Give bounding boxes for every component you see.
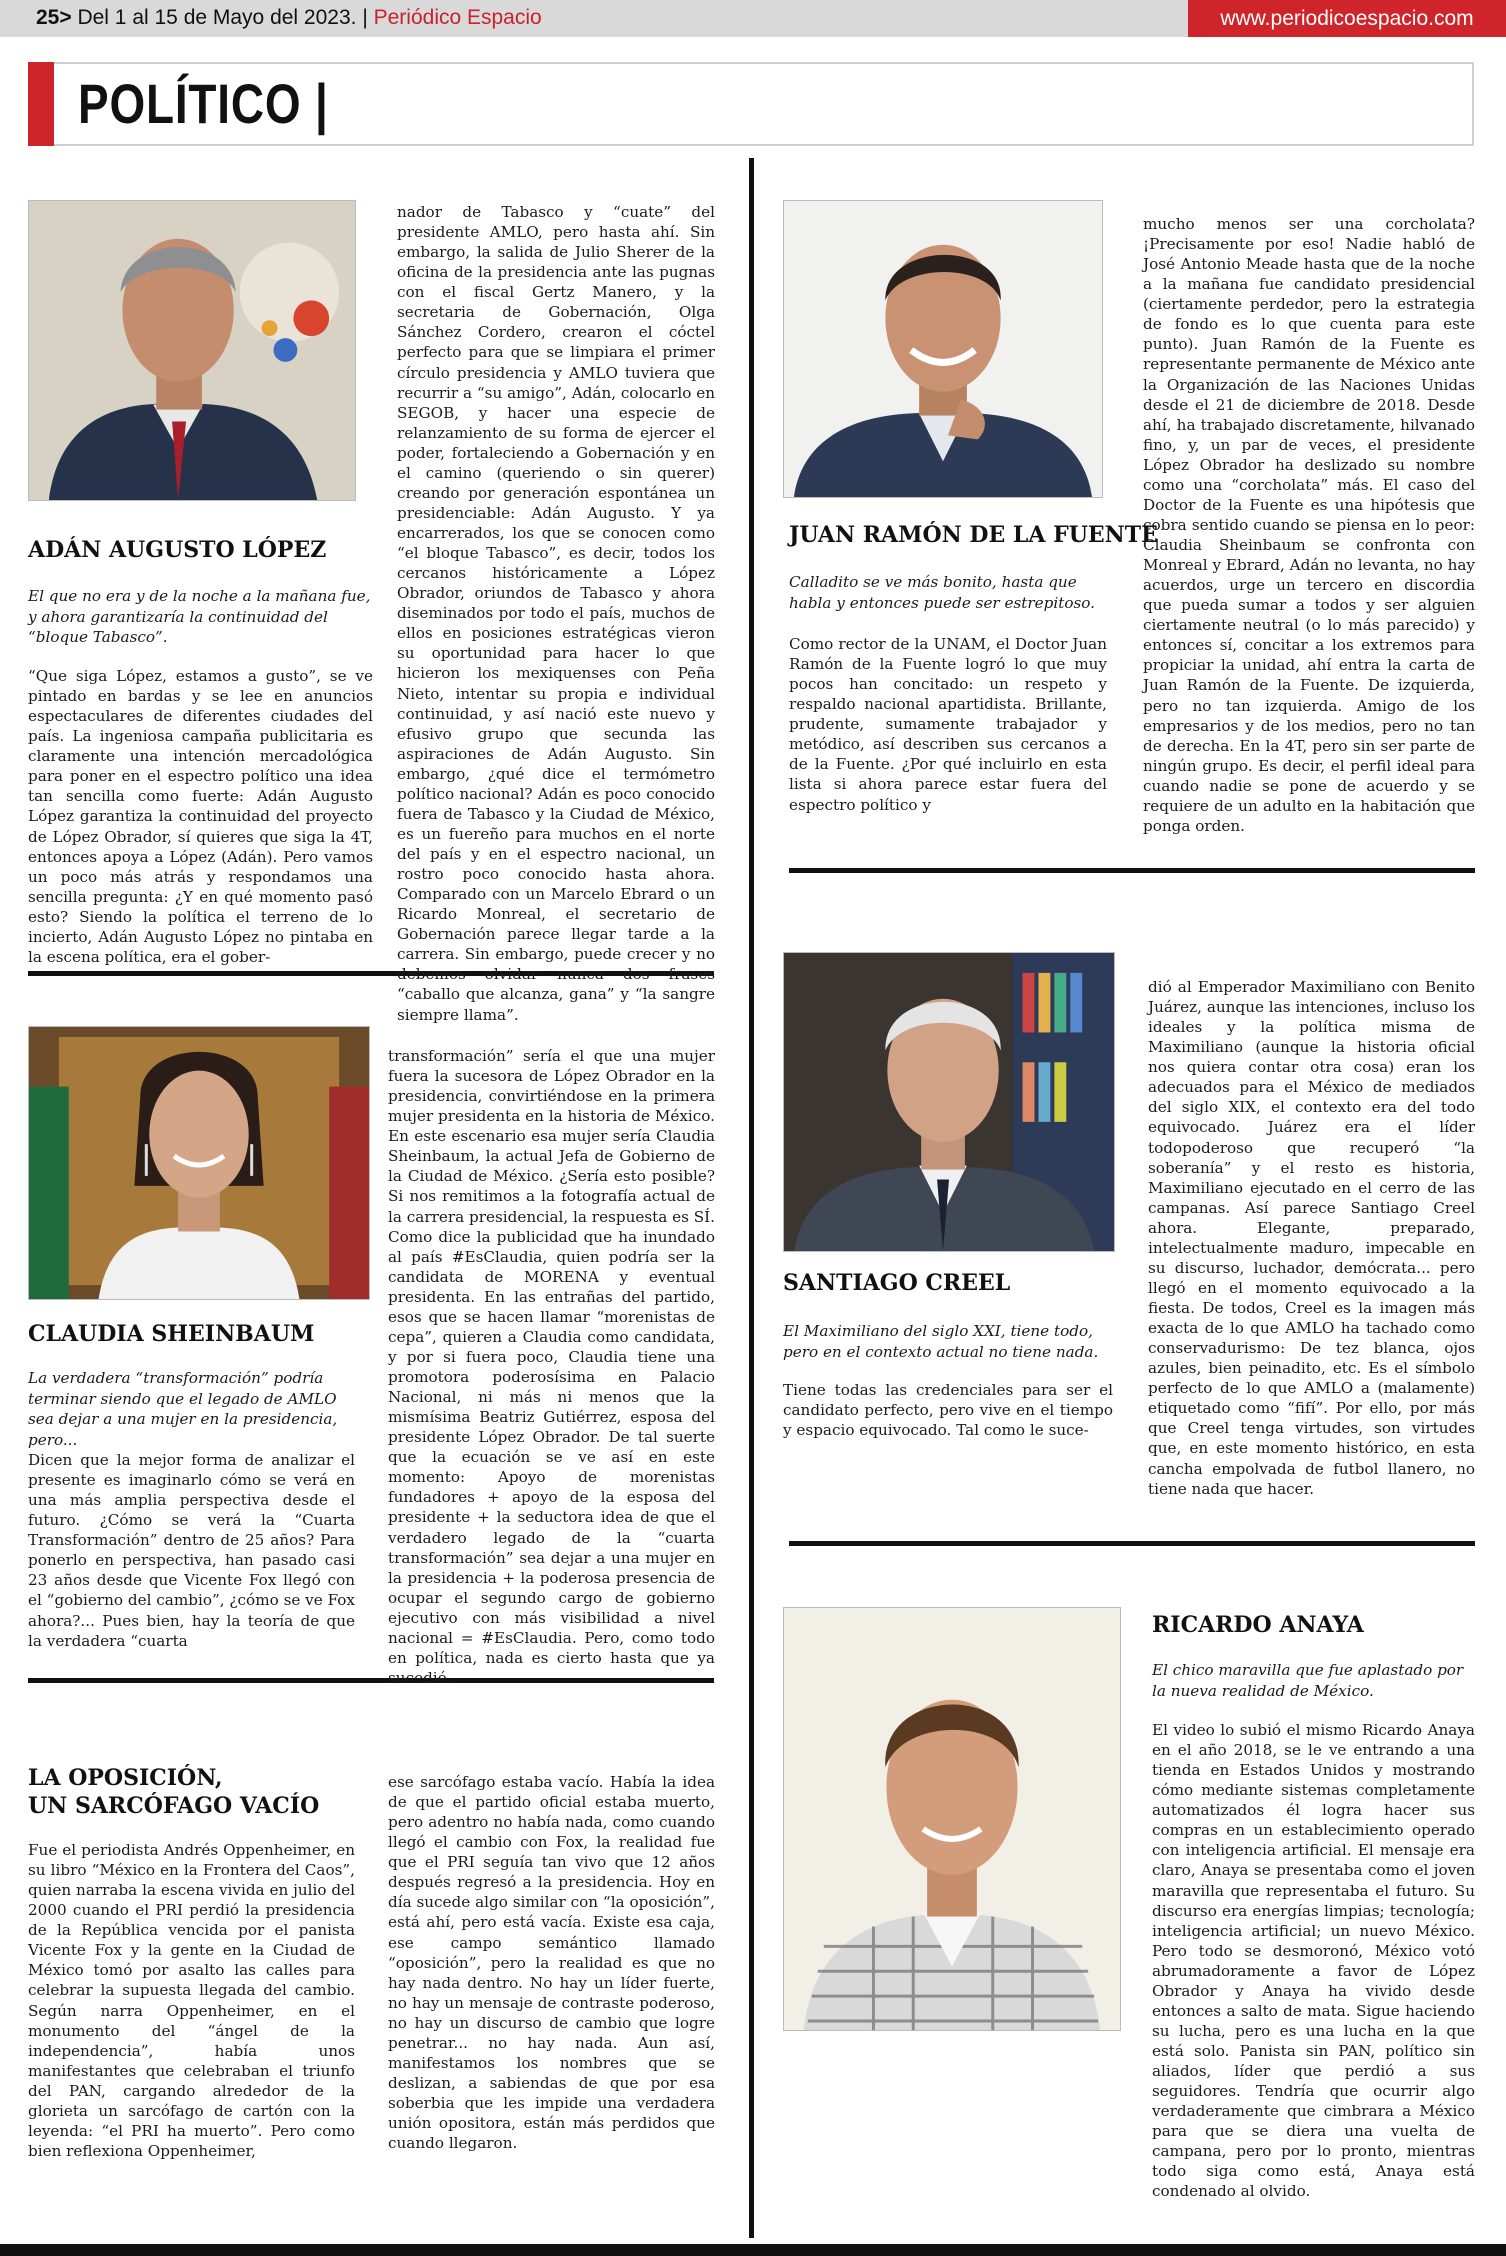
juan-ramon-portrait [783,200,1103,498]
article-name-adan: ADÁN AUGUSTO LÓPEZ [28,537,327,563]
article-deck-santiago: El Maximiliano del siglo XXI, tiene todo, pero en el contexto actual no tiene nada. [783,1322,1099,1361]
claudia-sheinbaum-portrait [28,1026,370,1300]
top-bar [0,0,1506,37]
article-body-adan-col1: “Que siga López, estamos a gusto”, se ve pintado en bardas y se lee en anuncios espectaculares de diferentes ciudades del país. La ingeniosa campaña publicitaria es claramente una intención mercadológica para poner en el espectro político una idea tan sencilla como fuerte: Adán Augusto López garantiza la continuidad del proyecto de López Obrador, sí quieres que siga la 4T, entonces apoya a López (Adán). Pero vamos un poco más atrás y respondamos una sencilla pregunta: ¿Y en qué momento pasó esto? Siendo la política el terreno de lo incierto, Adán Augusto López no pintaba en la escena política, era el gober- [28,667,373,966]
article-deck-juan: Calladito se ve más bonito, hasta que habla y entonces puede ser estrepitoso. [789,573,1095,612]
article-name-ricardo: RICARDO ANAYA [1152,1612,1364,1638]
santiago-creel-portrait [783,952,1115,1252]
article-body-oposicion-col2: ese sarcófago estaba vacío. Había la idea de que el partido oficial estaba muerto, pero adentro no había nada, como cuando llegó el cambio con Fox, la realidad fue que el PRI seguía tan vivo que 12 años después regresó a la presidencia. Hoy en día sucede algo similar con “la oposición”, está ahí, pero está vacía. Existe esa caja, ese campo semántico llamado “oposición”, pero la realidad es que no hay nada dentro. No hay un líder fuerte, no hay un mensaje de contraste poderoso, no hay un discurso de cambio que logre penetrar... no hay nada. Aun así, manifestamos los nombres que se deslizan, a sabiendas de que por esa soberbia que les impide una verdadera unión opositora, están más perdidos que cuando llegaron. [388,1773,715,2153]
article-body-santiago-col1: Tiene todas las credenciales para ser el candidato perfecto, pero vive en el tiempo y espacio equivocado. Tal como le suce- [783,1381,1113,1440]
divider-right-1 [789,868,1475,873]
column-divider [749,158,754,2238]
article-deck-claudia: La verdadera “transformación” podría terminar siendo que el legado de AMLO sea dejar a una mujer en la presidencia, pero... [28,1369,338,1450]
article-body-santiago-col2: dió al Emperador Maximiliano con Benito Juárez, aunque las intenciones, incluso los ideales y la política misma de Maximiliano (aunque la historia oficial nos quiera contar otra cosa) eran los adecuados para el México de mediados del siglo XIX, el contexto era del todo equivocado. Juárez era el líder todopoderoso que recuperó “la soberanía” y el resto es historia, Maximiliano ejecutado en el cerro de las campanas. Así parece Santiago Creel ahora. Elegante, preparado, intelectualmente maduro, impecable en su discurso, luchador, demócrata... pero llegó en el momento equivocado a la fiesta. De todos, Creel es la imagen más exacta de lo que AMLO ha tachado como conservadurismo: De tez blanca, ojos azules, bien peinadito, etc. Es el símbolo perfecto de lo que AMLO a (malamente) etiquetado como “fifí”. Por ello, por más que Creel tenga virtudes, son virtudes que, en este momento histórico, en esta cancha empolvada de futbol llanero, no tiene nada que hacer. [1148,978,1475,1498]
article-deck-ricardo: El chico maravilla que fue aplastado por la nueva realidad de México. [1152,1661,1464,1700]
article-name-santiago: SANTIAGO CREEL [783,1270,1011,1296]
website-link[interactable]: www.periodicoespacio.com [1188,0,1506,37]
bottom-bar [0,2244,1506,2256]
article-body-oposicion-col1: Fue el periodista Andrés Oppenheimer, en su libro “México en la Frontera del Caos”, quien narraba la escena vivida en julio del 2000 cuando el PRI perdió la presidencia de la República vencida por el panista Vicente Fox y la gente en la Ciudad de México tomó por asalto las calles para celebrar la supuesta llegada del cambio. Según narra Oppenheimer, en el monumento del “ángel de la independencia”, había unos manifestantes que celebraban el triunfo del PAN, cargando alrededor de la glorieta un sarcófago de cartón con la leyenda: “el PRI ha muerto”. Pero como bien reflexiona Oppenheimer, [28,1841,355,2160]
issue-info [36,6,542,30]
article-body-juan-col1: Como rector de la UNAM, el Doctor Juan Ramón de la Fuente logró lo que muy pocos han concitado: un respeto y respaldo nacional apartidista. Brillante, prudente, sumamente trabajador y metódico, así describen sus cercanos a de la Fuente. ¿Por qué incluirlo en esta lista si ahora parece estar fuera del espectro político y [789,635,1107,814]
adan-augusto-portrait [28,200,356,501]
issue-date: Del 1 al 15 de Mayo del 2023. | [71,6,374,29]
section-title: POLÍTICO | [78,72,329,135]
section-header [28,62,1474,146]
divider-right-2 [789,1541,1475,1546]
page-number: 25> [36,6,72,29]
ricardo-anaya-portrait [783,1607,1121,2031]
section-accent-bar [28,62,54,146]
article-body-juan-col2: mucho menos ser una corcholata? ¡Precisamente por eso! Nadie habló de José Antonio Meade hasta que de la noche a la mañana fue candidato presidencial (ciertamente perdedor, pero la estrategia de fondo es lo que cuenta para este punto). Juan Ramón de la Fuente es representante permanente de México ante la Organización de las Naciones Unidas desde el 21 de diciembre de 2018. Desde ahí, ha trabajado discretamente, hilvanado fino, y, un par de veces, el presidente López Obrador ha deslizado su nombre como una “corcholata” más. El caso del Doctor de la Fuente es una hipótesis que cobra sentido cuando se piensa en lo peor: Claudia Sheinbaum se confronta con Monreal y Ebrard, Adán no levanta, no hay acuerdos, urge un tercero en discordia que pueda sumar a todos y ser alguien ciertamente neutral (o lo más parecido) y entonces sí, concitar a los extremos para propiciar la unidad, ahí entra la carta de Juan Ramón de la Fuente. De izquierda, pero no tan izquierda. Amigo de los empresarios y de los medios, pero no tan de derecha. En la 4T, pero sin ser parte de ningún grupo. Es decir, el perfil ideal para cuando nadie se pone de acuerdo y se requiere de un adulto en la habitación que ponga orden. [1143,215,1475,835]
article-body-ricardo-col1: El video lo subió el mismo Ricardo Anaya en el año 2018, se le ve entrando a una tienda en Estados Unidos y mostrando cómo mediante sistemas completamente automatizados él logra hacer sus compras en un establecimiento operado con inteligencia artificial. El mensaje era claro, Anaya se presentaba como el joven maravilla que representaba el futuro. Su discurso era energías limpias; tecnología; inteligencia artificial; un nuevo México. Pero todo se desmoronó, México votó abrumadoramente a favor de López Obrador y Anaya ha vivido desde entonces a salto de mata. Sigue haciendo su lucha, pero es una lucha en la que está solo. Panista sin PAN, político sin aliados, líder que perdió a sus seguidores. Tendría que ocurrir algo verdaderamente que cimbrara a México para que se diera una vuelta de campana, pero por lo pronto, mientras todo siga como está, Anaya está condenado al olvido. [1152,1721,1475,2201]
article-body-claudia-col1: Dicen que la mejor forma de analizar el presente es imaginarlo cómo se verá en una más amplia perspectiva desde el futuro. ¿Cómo se verá la “Cuarta Transformación” dentro de 25 años? Para ponerlo en perspectiva, han pasado casi 23 años desde que Vicente Fox llegó con el “gobierno del cambio”, ¿cómo se ve Fox ahora?... Pues bien, hay la teoría de que la verdadera “cuarta [28,1451,355,1650]
article-name-claudia: CLAUDIA SHEINBAUM [28,1321,315,1347]
article-deck-adan: El que no era y de la noche a la mañana fue, y ahora garantizaría la continuidad del “bloque Tabasco”. [28,587,371,647]
article-name-oposicion: LA OPOSICIÓN, UN SARCÓFAGO VACÍO [28,1765,320,1819]
article-body-claudia-col2: transformación” sería el que una mujer fuera la sucesora de López Obrador en la presidencia, convirtiéndose en la primera mujer presidenta en la historia de México. En este escenario esa mujer sería Claudia Sheinbaum, la actual Jefa de Gobierno de la Ciudad de México. ¿Sería esto posible? Si nos remitimos a la fotografía actual de la carrera presidencial, la respuesta es SÍ. Como dice la publicidad que ha inundado al país #EsClaudia, quien podría ser la candidata de MORENA y eventual presidenta. En las entrañas del partido, esos que se hacen llamar “morenistas de cepa”, quieren a Claudia como candidata, y por si fuera poco, Claudia tiene una promotora poderosísima en Palacio Nacional, ni más ni menos que la mismísima Beatriz Gutiérrez, esposa del presidente López Obrador. De tal suerte que la ecuación se ve así en este momento: Apoyo de morenistas fundadores + apoyo de la esposa del presidente + la seductora idea de que el verdadero legado de la “cuarta transformación” sea dejar a una mujer en la presidencia + la poderosa presencia de ocupar el segundo cargo de gobierno ejecutivo con más visibilidad a nivel nacional = #EsClaudia. Pero, como todo en política, nada es cierto hasta que ya sucedió. [388,1047,715,1687]
article-name-juan: JUAN RAMÓN DE LA FUENTE [789,522,1158,548]
article-body-adan-col2: nador de Tabasco y “cuate” del presidente AMLO, pero hasta ahí. Sin embargo, la salida de Julio Sherer de la oficina de la presidencia ante las pugnas con el fiscal Gertz Manero, y la secretaria de Gobernación, Olga Sánchez Cordero, crearon el cóctel perfecto para que se limpiara el primer círculo presidencia y AMLO tuviera que recurrir a “su amigo”, Adán, colocarlo en SEGOB, y hacer una especie de relanzamiento de su forma de ejercer el poder, fortaleciendo a Gobernación y en el camino (queriendo o sin querer) creando por generación espontánea un presidenciable: Adán Augusto. Y ya encarrerados, los que se conocen como “el bloque Tabasco”, es decir, todos los cercanos históricamente a López Obrador, oriundos de Tabasco y ahora diseminados por todo el país, muchos de ellos en posiciones estratégicas vieron su oportunidad para hacer lo que hicieron los mexiquenses con Peña Nieto, intentar su propia e individual continuidad, y así nació este nuevo y efusivo grupo que secunda las aspiraciones de Adán Augusto. Sin embargo, ¿qué dice el termómetro político nacional? Adán es poco conocido fuera de Tabasco y la Ciudad de México, es un fuereño para muchos en el norte del país y en el espectro nacional, un rostro poco conocido hasta ahora. Comparado con un Marcelo Ebrard o un Ricardo Monreal, el secretario de Gobernación parece llegar tarde a la carrera. Sin embargo, puede crecer y no debemos olvidar nunca dos frases “caballo que alcanza, gana” y “la sangre siempre llama”. [397,203,715,1024]
paper-name: Periódico Espacio [373,6,542,29]
